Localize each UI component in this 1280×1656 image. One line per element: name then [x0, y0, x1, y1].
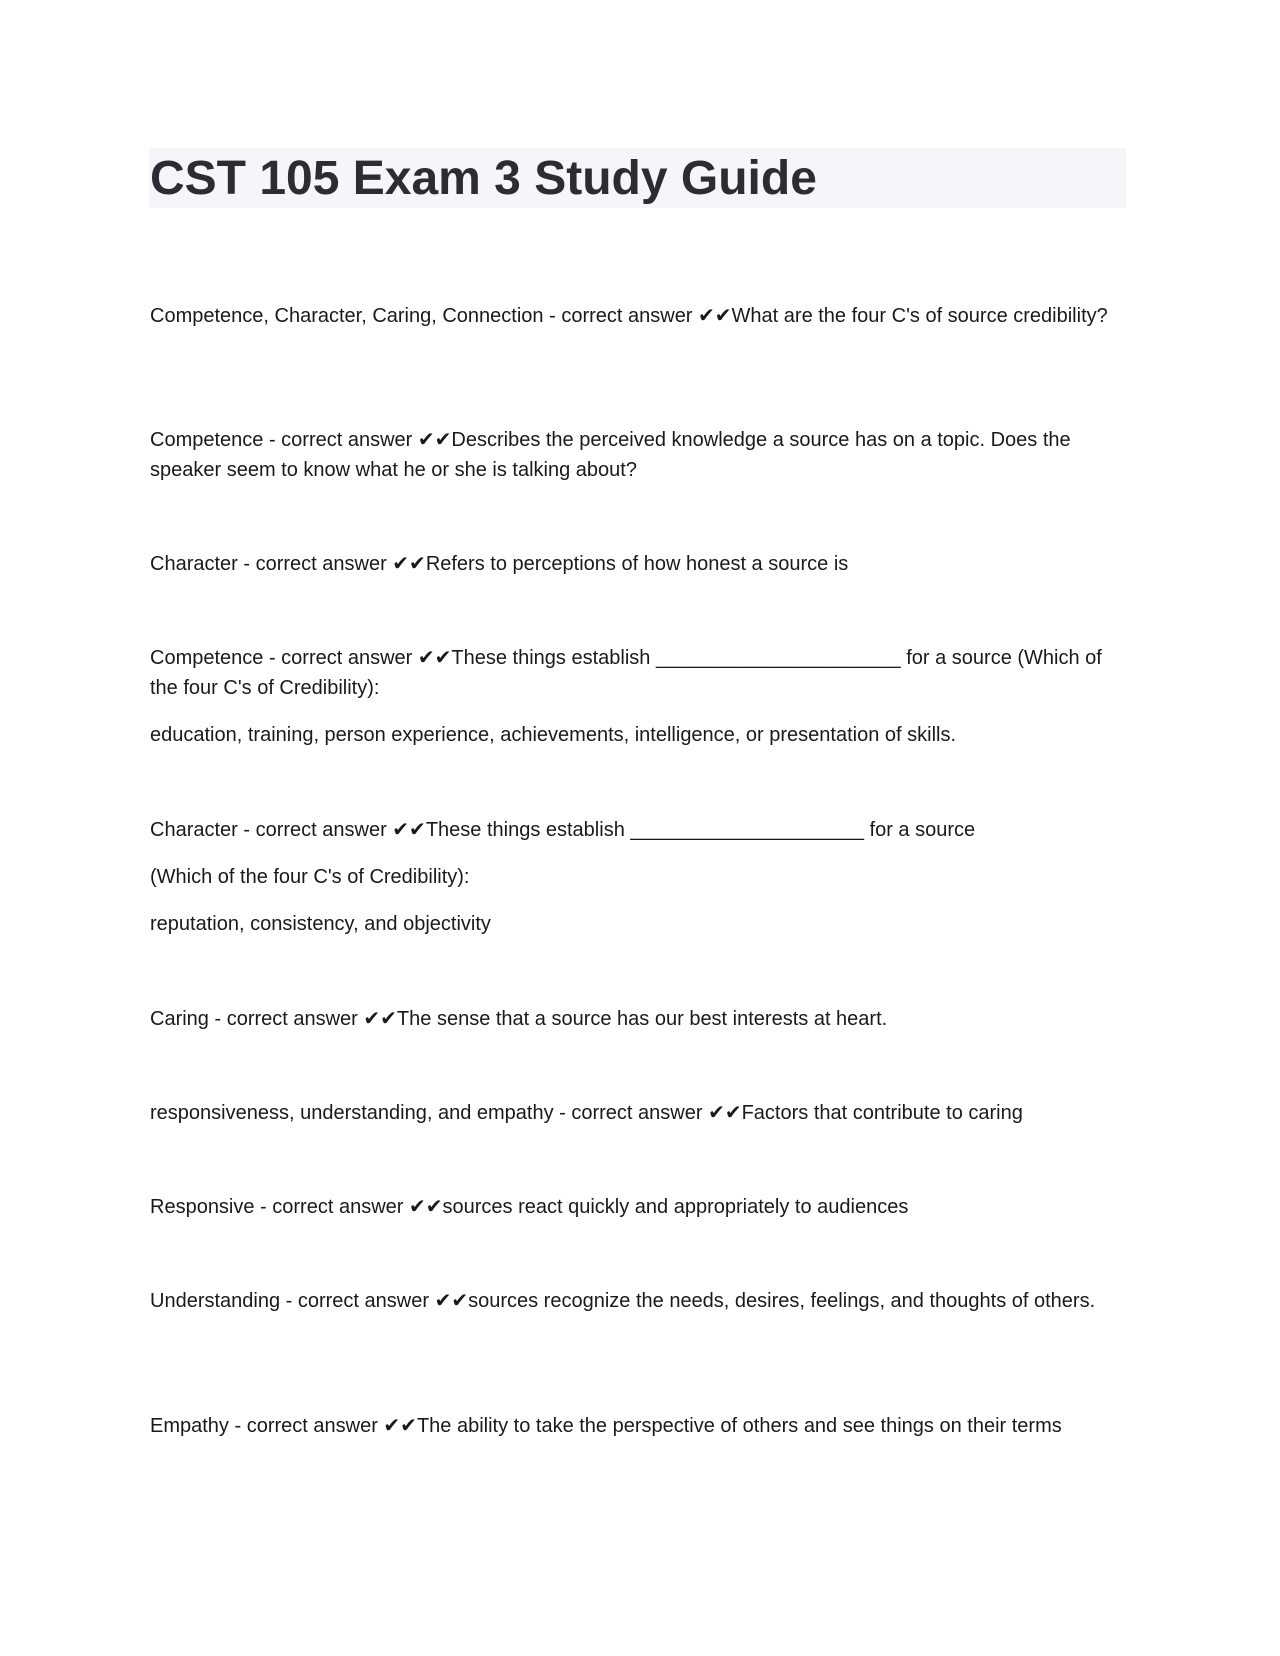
qa-line — [150, 301, 1125, 331]
definition-text: These things establish _____________________ for a source — [425, 819, 976, 841]
qa-entry — [150, 815, 1125, 939]
definition-text: The sense that a source has our best interests at heart. — [396, 1008, 888, 1030]
qa-entry — [150, 1004, 1125, 1034]
extra-line: education, training, person experience, achievements, intelligence, or presentation of skills. — [150, 724, 957, 746]
definition-text: What are the four C's of source credibility? — [731, 305, 1108, 327]
definition-text: sources react quickly and appropriately to audiences — [442, 1196, 909, 1218]
qa-line — [150, 1192, 1125, 1222]
qa-line — [150, 1411, 1125, 1441]
extra-line: reputation, consistency, and objectivity — [150, 913, 491, 935]
definition-text: Factors that contribute to caring — [741, 1102, 1023, 1124]
term-text: Caring - correct answer ✔✔ — [150, 1008, 397, 1030]
qa-entry — [150, 1286, 1125, 1316]
qa-entry — [150, 425, 1125, 485]
term-text: Character - correct answer ✔✔ — [150, 819, 426, 841]
definition-text: Describes the perceived knowledge a source has on a topic. Does the speaker seem to know what he or she is talking about? — [150, 429, 1071, 481]
definition-text: These things establish ______________________ for a source (Which of the four C's of Credibility): — [150, 647, 1102, 699]
definition-text: sources recognize the needs, desires, feelings, and thoughts of others. — [468, 1290, 1096, 1312]
definition-text: The ability to take the perspective of others and see things on their terms — [416, 1415, 1062, 1437]
term-text: Character - correct answer ✔✔ — [150, 553, 426, 575]
qa-entry — [150, 301, 1125, 331]
qa-line — [150, 643, 1125, 703]
term-text: Empathy - correct answer ✔✔ — [150, 1415, 417, 1437]
qa-entry — [150, 1098, 1125, 1128]
term-text: Competence - correct answer ✔✔ — [150, 647, 452, 669]
definition-text: Refers to perceptions of how honest a source is — [425, 553, 849, 575]
qa-line — [150, 549, 1125, 579]
qa-line — [150, 1098, 1125, 1128]
qa-entry — [150, 1411, 1125, 1441]
qa-line — [150, 815, 1125, 845]
term-text: responsiveness, understanding, and empathy - correct answer ✔✔ — [150, 1102, 742, 1124]
term-text: Competence - correct answer ✔✔ — [150, 429, 452, 451]
qa-line — [150, 1004, 1125, 1034]
term-text: Competence, Character, Caring, Connection - correct answer ✔✔ — [150, 305, 732, 327]
term-text: Responsive - correct answer ✔✔ — [150, 1196, 443, 1218]
qa-entry — [150, 643, 1125, 750]
qa-line — [150, 1286, 1125, 1316]
qa-entry — [150, 549, 1125, 579]
page-title: CST 105 Exam 3 Study Guide — [150, 152, 817, 205]
term-text: Understanding - correct answer ✔✔ — [150, 1290, 469, 1312]
qa-line — [150, 425, 1125, 485]
qa-entry — [150, 1192, 1125, 1222]
extra-line: (Which of the four C's of Credibility): — [150, 866, 470, 888]
